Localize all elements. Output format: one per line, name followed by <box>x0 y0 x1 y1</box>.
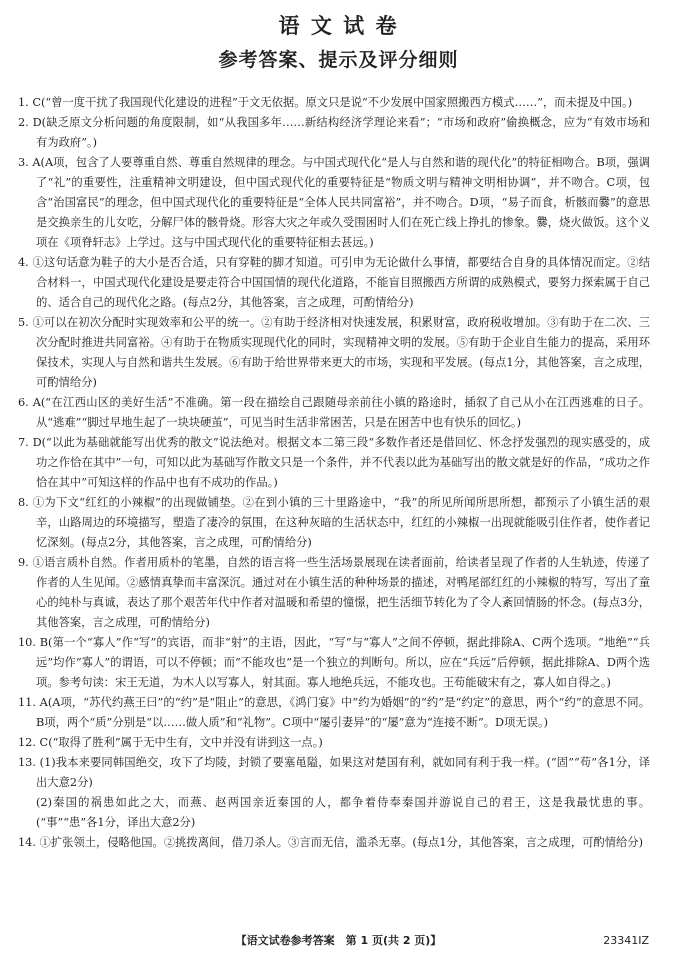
answer-item-5: 5. ①可以在初次分配时实现效率和公平的统一。②有助于经济相对快速发展，积累财富，政府税收增加。③有助于在二次、三次分配时推进共同富裕。④有助于在物质实现现代化的同时，实现精神文明的发展。⑤有助于企业自生能力的提高，采用环保技术，实现人与自然和谐共生发展。⑥有助于给世界带来更大的市场，实现和平发展。(每点1分，其他答案，言之成理，可酌情给分) <box>18 316 650 389</box>
answer-item-9: 9. ①语言质朴自然。作者用质朴的笔墨，自然的语言将一些生活场景展现在读者面前，给读者呈现了作者的人生轨迹，传递了作者的人生见闻。②感情真挚而丰富深沉。通过对在小镇生活的种种场景的描述，对鸭尾部红红的小辣椒的特写，写出了童心的纯朴与真诚，表达了那个艰苦年代中作者对温暖和希望的憧憬，把生活细节转化为了令人紊回情肠的怀念。(每点3分，其他答案，言之成理，可酌情给分) <box>18 556 650 629</box>
answer-item-14: 14. ①扩张领土，侵略他国。②挑拨离间，借刀杀人。③言而无信，滥杀无辜。(每点1分，其他答案，言之成理，可酌情给分) <box>18 836 644 849</box>
document-code: 23341IZ <box>603 934 649 947</box>
answer-item-11: 11. A(A项，“苏代约燕王曰”的“约”是“阻止”的意思，《鸿门宴》中“约为婚姻”的“约”是“约定”的意思，两个“约”的意思不同。B项，两个“质”分别是“以……做人质”和“礼物”。C项中“屡引妻异”的“屡”意为“连接不断”。D项无误。) <box>18 696 650 729</box>
answer-item-3: 3. A(A项，包含了人要尊重自然、尊重自然规律的理念。与中国式现代化“是人与自然和谐的现代化”的特征相吻合。B项，强调了“礼”的重要性，注重精神文明建设，但中国式现代化的重要特征是“物质文明与精神文明相协调”，并不吻合。C项，包含“治国富民”的理念，但中国式现代化的重要特征是“全体人民共同富裕”，并不吻合。D项，“易子而食，析骸而爨”的意思是交换亲生的儿女吃，分解尸体的骸骨烧。形容大灾之年或久受围困时人们在死亡线上挣扎的惨象。爨，烧火做饭。这个义项在《项脊轩志》上学过。这与中国式现代化的重要特征相去甚远。) <box>18 156 650 249</box>
answer-item-2: 2. D(缺乏原文分析问题的角度限制，如“从我国多年……新结构经济学理论来看”；“市场和政府”偷换概念，应为“有效市场和有为政府”。) <box>18 116 650 149</box>
answer-item-4: 4. ①这句话意为鞋子的大小是否合适，只有穿鞋的脚才知道。可引申为无论做什么事情，都要结合自身的具体情况而定。②结合材料一，中国式现代化建设是要走符合中国国情的现代化道路，不能盲目照搬西方所谓的成熟模式，要努力探索属于自己的、适合自己的现代化之路。(每点2分，其他答案，言之成理，可酌情给分) <box>18 256 650 309</box>
document-subtitle: 参考答案、提示及评分细则 <box>218 49 459 71</box>
answer-item-10: 10. B(第一个“寡人”作“写”的宾语，而非“射”的主语，因此，“写”与“寡人”之间不停顿，据此排除A、C两个选项。“地绝”“兵远”均作“寡人”的谓语，可以不停顿；而“不能攻也”是一个独立的判断句。所以，应在“兵远”后停顿，据此排除A、D两个选项。参考句读：宋王无道，为木人以写寡人，射其面。寡人地绝兵远，不能攻也。王苟能破宋有之，寡人如自得之。) <box>18 636 650 689</box>
answer-item-7: 7. D(“以此为基础就能写出优秀的散文”说法绝对。根据文本二第三段“多数作者还是借回忆、怀念抒发强烈的现实感受的，成功之作恰在其中”一句，可知以此为基础写作散文只是一个条件，并不代表以此为基础写出的散文就是好的作品，“成功之作恰在其中”可知这样的作品中也有不成功的作品。) <box>18 436 650 489</box>
answer-item-8: 8. ①为下文“红红的小辣椒”的出现做铺垫。②在到小镇的三十里路途中，“我”的所见所闻所思所想，都预示了小镇生活的艰辛，山路周边的环境描写，塑造了凄冷的氛围，在这种灰暗的生活状态中，红红的小辣椒一出现就能吸引住作者，使作者记忆深刻。(每点2分，其他答案，言之成理，可酌情给分) <box>18 496 650 549</box>
page-footer <box>0 932 677 950</box>
answer-item-12: 12. C(“取得了胜利”属于无中生有，文中并没有讲到这一点。) <box>18 736 323 749</box>
page-number-label: 【语文试卷参考答案 第 1 页(共 2 页)】 <box>235 934 442 947</box>
answer-list <box>18 93 650 853</box>
document-title: 语 文 试 卷 <box>278 14 399 38</box>
answer-item-6: 6. A(“在江西山区的美好生活”不准确。第一段在描绘自己跟随母亲前往小镇的路途时，插叙了自己从小在江西逃难的日子。从“逃难”“脚过早地生起了一块块硬茧”，可见当时生活非常困苦，只是在困苦中也有快乐的回忆。) <box>18 396 650 429</box>
answer-item-13-part-2: (2)秦国的祸患如此之大，而燕、赵两国亲近秦国的人，都争着侍奉秦国并游说自己的君王，这是我最忧患的事。(“事”“患”各1分，译出大意2分) <box>36 796 650 829</box>
answer-item-13: 13. (1)我本来要同韩国绝交，攻下了均陵，封锁了要塞黾隘，如果这对楚国有利，就如同有利于我一样。(“固”“苟”各1分，译出大意2分) <box>18 756 650 789</box>
answer-item-1: 1. C(“曾一度干扰了我国现代化建设的进程”于文无依据。原文只是说“不少发展中国家照搬西方模式……”，而未提及中国。) <box>18 96 633 109</box>
